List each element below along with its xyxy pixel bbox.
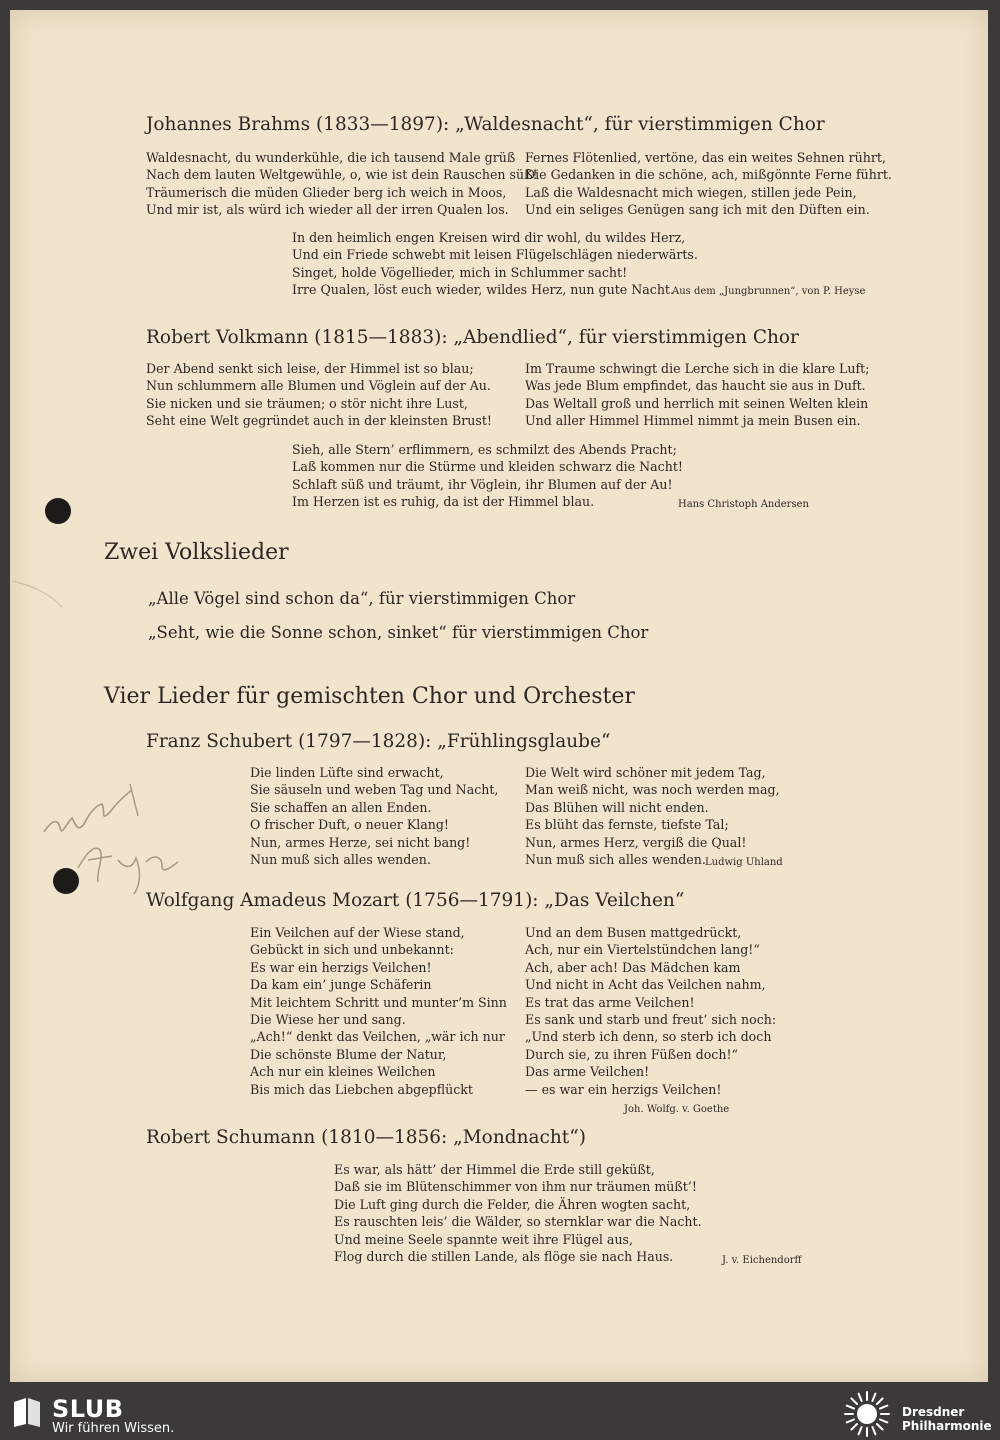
- brahms-verse-center: In den heimlich engen Kreisen wird dir wohl, du wildes Herz, Und ein Friede schwebt mit leisen Flügelschlägen niederwärts. Singet, holde Vögellieder, mich in Schlummer sacht! Irre Qualen, löst euch wieder, wildes Herz, nun gute Nacht.: [292, 230, 698, 298]
- volkslied-2: „Seht, wie die Sonne schon, sinket“ für vierstimmigen Chor: [148, 623, 649, 642]
- volkmann-heading: Robert Volkmann (1815—1883): „Abendlied“, für vierstimmigen Chor: [146, 327, 799, 348]
- volkmann-verse-right: Im Traume schwingt die Lerche sich in die klare Luft; Was jede Blum empfindet, das haucht sie aus in Duft. Das Weltall groß und herrlich mit seinen Welten klein Und aller Himmel Himmel nimmt ja mein Busen ein.: [525, 361, 870, 429]
- brahms-heading: Johannes Brahms (1833—1897): „Waldesnacht“, für vierstimmigen Chor: [146, 114, 825, 135]
- slub-book-icon: [12, 1396, 42, 1428]
- schumann-attribution: J. v. Eichendorff: [722, 1255, 802, 1266]
- volkmann-verse-center: Sieh, alle Stern’ erflimmern, es schmilzt des Abends Pracht; Laß kommen nur die Stürme und kleiden schwarz die Nacht! Schlaft süß und träumt, ihr Vöglein, ihr Blumen auf der Au! Im Herzen ist es ruhig, da ist der Himmel blau.: [292, 442, 683, 510]
- brahms-verse-left: Waldesnacht, du wunderkühle, die ich tausend Male grüß Nach dem lauten Weltgewühle, o, wie ist dein Rauschen süß! Träumerisch die müden Glieder berg ich weich in Moos, Und mir ist, als würd ich wieder all der irren Qualen los.: [146, 150, 538, 218]
- mozart-verse-right: Und an dem Busen mattgedrückt, Ach, nur ein Viertelstündchen lang!“ Ach, aber ach! Das Mädchen kam Und nicht in Acht das Veilchen nahm, Es trat das arme Veilchen! Es sank und starb und freut’ sich noch: „Und sterb ich denn, so sterb ich doch Durch sie, zu ihren Füßen doch!“ Das arme Veilchen! — es war ein herzigs Veilchen!: [525, 925, 777, 1097]
- volkslied-1: „Alle Vögel sind schon da“, für vierstimmigen Chor: [148, 589, 576, 608]
- philharmonie-sun-icon: [842, 1389, 892, 1439]
- punch-hole-top: [45, 498, 71, 524]
- mozart-heading: Wolfgang Amadeus Mozart (1756—1791): „Das Veilchen“: [146, 890, 685, 911]
- brahms-verse-right: Fernes Flötenlied, vertöne, das ein weites Sehnen rührt, Die Gedanken in die schöne, ach, mißgönnte Ferne führt. Laß die Waldesnacht mich wiegen, stillen jede Pein, Und ein seliges Genügen sang ich mit den Düften ein.: [525, 150, 892, 218]
- schubert-heading: Franz Schubert (1797—1828): „Frühlingsglaube“: [146, 731, 611, 752]
- philharmonie-logo-text: Dresdner Philharmonie: [902, 1405, 992, 1433]
- pencil-annotation: [38, 772, 188, 902]
- mozart-attribution: Joh. Wolfg. v. Goethe: [624, 1104, 730, 1115]
- volkmann-attribution: Hans Christoph Andersen: [678, 499, 809, 510]
- footer-bar: [0, 1387, 1000, 1440]
- schumann-heading: Robert Schumann (1810—1856: „Mondnacht“): [146, 1127, 586, 1148]
- paper-fold-mark: [10, 575, 70, 615]
- brahms-attribution: Aus dem „Jungbrunnen“, von P. Heyse: [672, 286, 866, 297]
- volkslieder-heading: Zwei Volkslieder: [104, 540, 289, 565]
- mozart-verse-left: Ein Veilchen auf der Wiese stand, Gebückt in sich und unbekannt: Es war ein herzigs Veilchen! Da kam ein’ junge Schäferin Mit leichtem Schritt und munter’m Sinn Die Wiese her und sang. „Ach!“ denkt das Veilchen, „wär ich nur Die schönste Blume der Natur, Ach nur ein kleines Weilchen Bis mich das Liebchen abgepflückt: [250, 925, 507, 1097]
- schumann-verse: Es war, als hätt’ der Himmel die Erde still geküßt, Daß sie im Blütenschimmer von ihm nur träumen müßt’! Die Luft ging durch die Felder, die Ähren wogten sacht, Es rauschten leis’ die Wälder, so sternklar war die Nacht. Und meine Seele spannte weit ihre Flügel aus, Flog durch die stillen Lande, als flöge sie nach Haus.: [334, 1162, 702, 1265]
- slub-tagline: Wir führen Wissen.: [52, 1421, 175, 1436]
- volkmann-verse-left: Der Abend senkt sich leise, der Himmel ist so blau; Nun schlummern alle Blumen und Vöglein auf der Au. Sie nicken und sie träumen; o stör nicht ihre Lust, Seht eine Welt gegründet auch in der kleinsten Brust!: [146, 361, 492, 429]
- vierlieder-heading: Vier Lieder für gemischten Chor und Orchester: [104, 684, 635, 709]
- slub-logo-text: SLUB: [52, 1395, 124, 1423]
- schubert-verse-right: Die Welt wird schöner mit jedem Tag, Man weiß nicht, was noch werden mag, Das Blühen will nicht enden. Es blüht das fernste, tiefste Tal; Nun, armes Herz, vergiß die Qual! Nun muß sich alles wenden.: [525, 765, 780, 868]
- schubert-attribution: Ludwig Uhland: [705, 857, 783, 868]
- schubert-verse-left: Die linden Lüfte sind erwacht, Sie säuseln und weben Tag und Nacht, Sie schaffen an allen Enden. O frischer Duft, o neuer Klang! Nun, armes Herze, sei nicht bang! Nun muß sich alles wenden.: [250, 765, 499, 868]
